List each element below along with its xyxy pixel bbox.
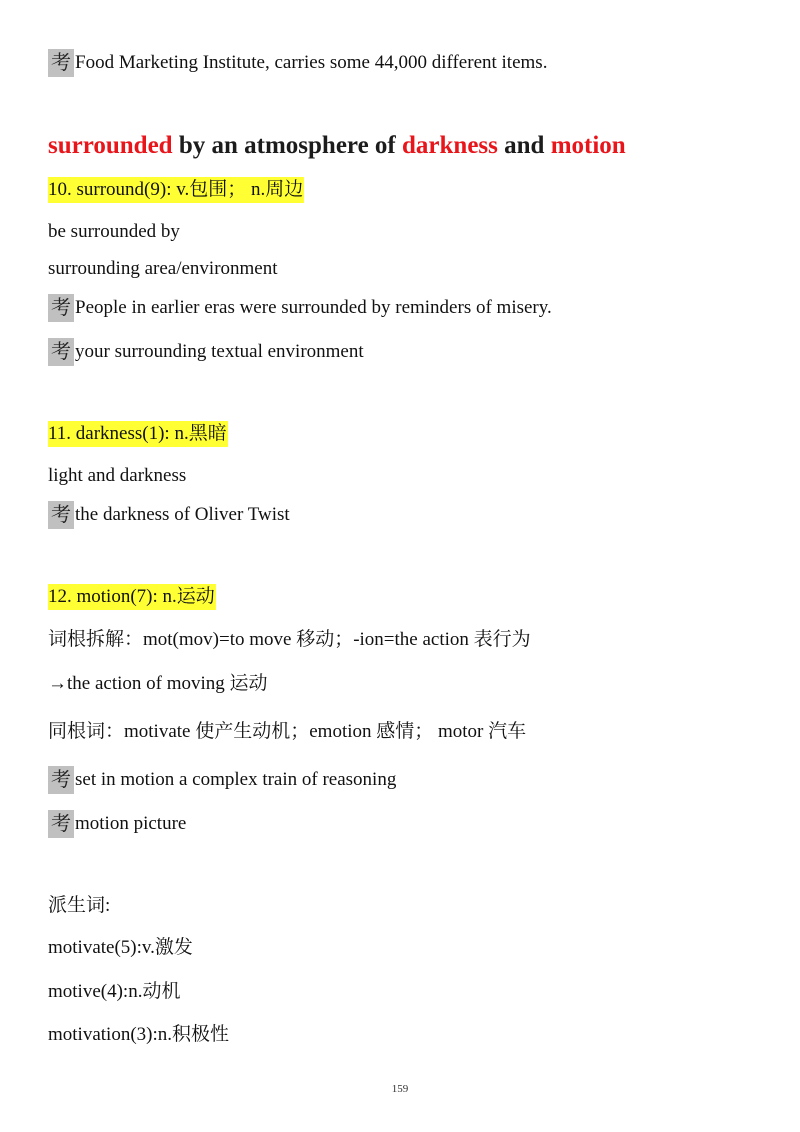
example-line [48,766,396,794]
example-text: your surrounding textual environment [75,341,364,362]
section-heading [48,131,626,161]
entry-12-etymology: 词根拆解：mot(mov)=to move 移动；-ion=the action 表行为 [48,629,531,650]
entry-12-cognates: 同根词：motivate 使产生动机；emotion 感情； motor 汽车 [48,721,527,742]
entry-title [48,421,228,447]
entry-10-line-1: be surrounded by [48,221,180,242]
example-text: Food Marketing Institute, carries some 44,000 different items. [75,52,548,73]
entry-11-line-1: light and darkness [48,465,187,486]
derived-word-1: motivate(5):v.激发 [48,937,193,958]
example-line [48,501,290,529]
derived-label: 派生词: [48,895,111,916]
example-text: set in motion a complex train of reasoning [75,769,397,790]
heading-word-surrounded: surrounded [48,132,173,159]
exam-tag: 考 [48,810,74,838]
exam-tag: 考 [48,766,74,794]
example-text: People in earlier eras were surrounded by reminders of misery. [75,297,552,318]
example-line [48,338,364,366]
entry-10-line-2: surrounding area/environment [48,258,278,279]
entry-title [48,584,216,610]
exam-tag: 考 [48,49,74,77]
example-text: motion picture [75,813,187,834]
heading-word-darkness: darkness [402,132,498,159]
entry-12-meaning: →the action of moving 运动 [48,673,268,694]
example-line [48,49,547,77]
derived-word-3: motivation(3):n.积极性 [48,1024,230,1045]
exam-tag: 考 [48,294,74,322]
entry-11-title: 11. darkness(1): n.黑暗 [48,421,228,447]
heading-text-1: by an atmosphere of [172,132,403,159]
exam-tag: 考 [48,501,74,529]
exam-tag: 考 [48,338,74,366]
page-number: 159 [391,1083,409,1095]
example-line [48,810,186,838]
example-line [48,294,552,322]
heading-word-motion: motion [550,132,626,159]
entry-12-title: 12. motion(7): n.运动 [48,584,216,610]
heading-text-2: and [497,132,551,159]
entry-title [48,177,304,203]
derived-word-2: motive(4):n.动机 [48,981,181,1002]
example-text: the darkness of Oliver Twist [75,504,290,525]
entry-10-title: 10. surround(9): v.包围； n.周边 [48,177,304,203]
